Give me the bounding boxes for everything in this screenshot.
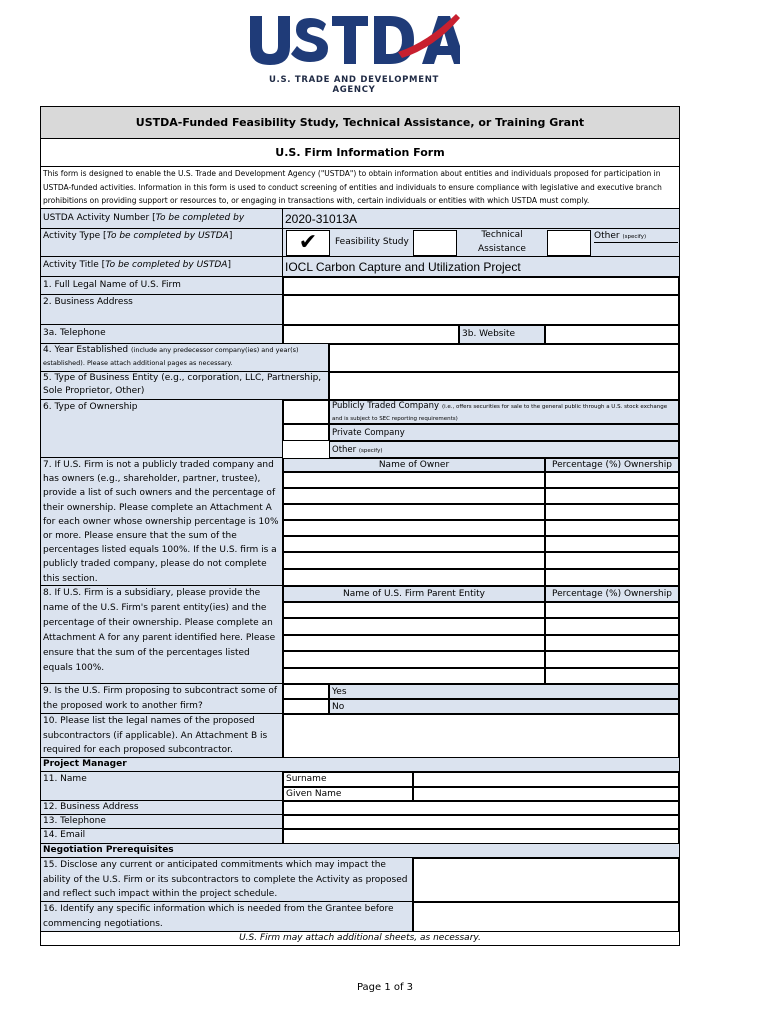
form-title: USTDA-Funded Feasibility Study, Technical Assistance, or Training Grant: [41, 107, 679, 139]
given-name-label: Given Name: [283, 787, 413, 801]
owner-percentage-cell[interactable]: [545, 552, 679, 569]
business-address-label: 2. Business Address: [41, 295, 283, 325]
subcontract-yes-checkbox[interactable]: [283, 684, 329, 699]
parent-percentage-header: Percentage (%) Ownership: [545, 586, 679, 602]
private-company-checkbox[interactable]: [283, 424, 329, 441]
subcontractors-field[interactable]: [283, 714, 679, 758]
owner-percentage-cell[interactable]: [545, 520, 679, 536]
parent-name-cell[interactable]: [283, 618, 545, 635]
logo-subtitle: U.S. TRADE AND DEVELOPMENT AGENCY: [268, 75, 440, 95]
owner-name-cell[interactable]: [283, 569, 545, 586]
full-legal-name-field[interactable]: [283, 277, 679, 295]
other-label: Other (specify): [594, 231, 647, 241]
telephone-label: 3a. Telephone: [41, 325, 283, 344]
ownership-type-label: 6. Type of Ownership: [41, 400, 283, 458]
telephone-field[interactable]: [283, 325, 459, 344]
attach-sheets-note: U.S. Firm may attach additional sheets, as necessary.: [239, 933, 481, 943]
owner-percentage-cell[interactable]: [545, 536, 679, 552]
ustda-logo-mark: [248, 12, 460, 68]
parent-percentage-cell[interactable]: [545, 651, 679, 668]
commitments-field[interactable]: [413, 858, 679, 902]
activity-number-value[interactable]: 2020-31013A: [283, 209, 679, 229]
grantee-info-field[interactable]: [413, 902, 679, 932]
subcontract-no-label: No: [329, 699, 679, 714]
business-entity-field[interactable]: [329, 372, 679, 400]
website-field[interactable]: [545, 325, 679, 344]
activity-type-label: Activity Type [To be completed by USTDA]: [41, 229, 283, 257]
parent-percentage-cell[interactable]: [545, 668, 679, 684]
owner-percentage-cell[interactable]: [545, 488, 679, 504]
technical-checkbox[interactable]: [413, 230, 457, 256]
page-number: Page 1 of 3: [356, 982, 414, 993]
full-legal-name-label: 1. Full Legal Name of U.S. Firm: [41, 277, 283, 295]
subcontract-yes-label: Yes: [329, 684, 679, 699]
owner-name-cell[interactable]: [283, 504, 545, 520]
feasibility-checkbox[interactable]: ✔: [286, 230, 330, 256]
pm-email-field[interactable]: [283, 829, 679, 844]
parent-name-cell[interactable]: [283, 651, 545, 668]
commitments-label: 15. Disclose any current or anticipated commitments which may impact the ability of the U.S. Firm or its subcontractors to complete the Activity as proposed and reflect such impact within the project schedule.: [41, 858, 413, 902]
private-company-label: Private Company: [329, 424, 679, 441]
given-name-field[interactable]: [413, 787, 679, 801]
owner-name-cell[interactable]: [283, 520, 545, 536]
form-intro: This form is designed to enable the U.S. Trade and Development Agency ("USTDA") to obtain information about entities and individuals proposed for participation in USTDA-funded activities. Information in this form is used to conduct screening of entities and individuals to ensure compliance with legislative and executive branch prohibitions on providing support or resources to, or engaging in transactions with, certain individuals or entities with which USTDA must comply.: [41, 167, 679, 209]
owner-percentage-cell[interactable]: [545, 504, 679, 520]
pm-telephone-field[interactable]: [283, 815, 679, 829]
grantee-info-label: 16. Identify any specific information which is needed from the Grantee before commencing negotiations.: [41, 902, 413, 932]
parent-percentage-cell[interactable]: [545, 618, 679, 635]
business-address-field[interactable]: [283, 295, 679, 325]
website-label: 3b. Website: [459, 325, 545, 344]
other-ownership-label: Other (specify): [329, 441, 679, 458]
owner-name-header: Name of Owner: [283, 458, 545, 472]
subcontractors-label: 10. Please list the legal names of the proposed subcontractors (if applicable). An Attachment B is required for each proposed subcontractor.: [41, 714, 283, 758]
activity-title-label: Activity Title [To be completed by USTDA]: [41, 257, 283, 277]
owner-name-cell[interactable]: [283, 472, 545, 488]
parent-name-cell[interactable]: [283, 602, 545, 618]
feasibility-label: Feasibility Study: [335, 237, 409, 247]
owner-name-cell[interactable]: [283, 536, 545, 552]
other-checkbox[interactable]: [547, 230, 591, 256]
project-manager-header: Project Manager: [41, 758, 679, 772]
parent-name-cell[interactable]: [283, 668, 545, 684]
subcontract-label: 9. Is the U.S. Firm proposing to subcontract some of the proposed work to another firm?: [41, 684, 283, 714]
parent-name-cell[interactable]: [283, 635, 545, 651]
owner-percentage-cell[interactable]: [545, 472, 679, 488]
negotiation-header: Negotiation Prerequisites: [41, 844, 679, 858]
publicly-traded-label: Publicly Traded Company (i.e., offers securities for sale to the general public through a U.S. stock exchange and is subject to SEC reporting requirements): [329, 400, 679, 424]
owner-name-cell[interactable]: [283, 552, 545, 569]
parent-percentage-cell[interactable]: [545, 635, 679, 651]
technical-label: Technical Assistance: [478, 230, 526, 254]
pm-telephone-label: 13. Telephone: [41, 815, 283, 829]
owner-percentage-cell[interactable]: [545, 569, 679, 586]
form-subtitle: U.S. Firm Information Form: [41, 139, 679, 167]
subcontract-no-checkbox[interactable]: [283, 699, 329, 714]
surname-field[interactable]: [413, 772, 679, 787]
business-entity-label: 5. Type of Business Entity (e.g., corporation, LLC, Partnership, Sole Proprietor, Other): [41, 372, 329, 400]
other-specify-field[interactable]: [594, 242, 678, 243]
owner-percentage-header: Percentage (%) Ownership: [545, 458, 679, 472]
pm-address-label: 12. Business Address: [41, 801, 283, 815]
pm-name-label: 11. Name: [41, 772, 283, 801]
year-established-label: 4. Year Established (include any predecessor company(ies) and year(s) established). Please attach additional pages as necessary.: [41, 344, 329, 372]
ustda-logo: [248, 12, 460, 95]
owner-name-cell[interactable]: [283, 488, 545, 504]
parent-name-header: Name of U.S. Firm Parent Entity: [283, 586, 545, 602]
activity-title-value[interactable]: IOCL Carbon Capture and Utilization Project: [283, 257, 679, 277]
parent-percentage-cell[interactable]: [545, 602, 679, 618]
parent-entity-label: 8. If U.S. Firm is a subsidiary, please provide the name of the U.S. Firm's parent entity(ies) and the percentage of their ownership. Please complete an Attachment A for any parent identified here. Please ensure that the sum of the percentages listed equals 100%.: [41, 586, 283, 684]
pm-email-label: 14. Email: [41, 829, 283, 844]
year-established-field[interactable]: [329, 344, 679, 372]
publicly-traded-checkbox[interactable]: [283, 400, 329, 424]
surname-label: Surname: [283, 772, 413, 787]
owners-label: 7. If U.S. Firm is not a publicly traded company and has owners (e.g., shareholder, partner, trustee), provide a list of such owners and the percentage of their ownership. Please complete an Attachment A for each owner whose ownership percentage is 10% or more. Please ensure that the sum of the percentages listed equals 100%. If the U.S. firm is a publicly traded company, please do not complete this section.: [41, 458, 283, 586]
activity-number-label: USTDA Activity Number [To be completed by: [41, 209, 283, 229]
pm-address-field[interactable]: [283, 801, 679, 815]
